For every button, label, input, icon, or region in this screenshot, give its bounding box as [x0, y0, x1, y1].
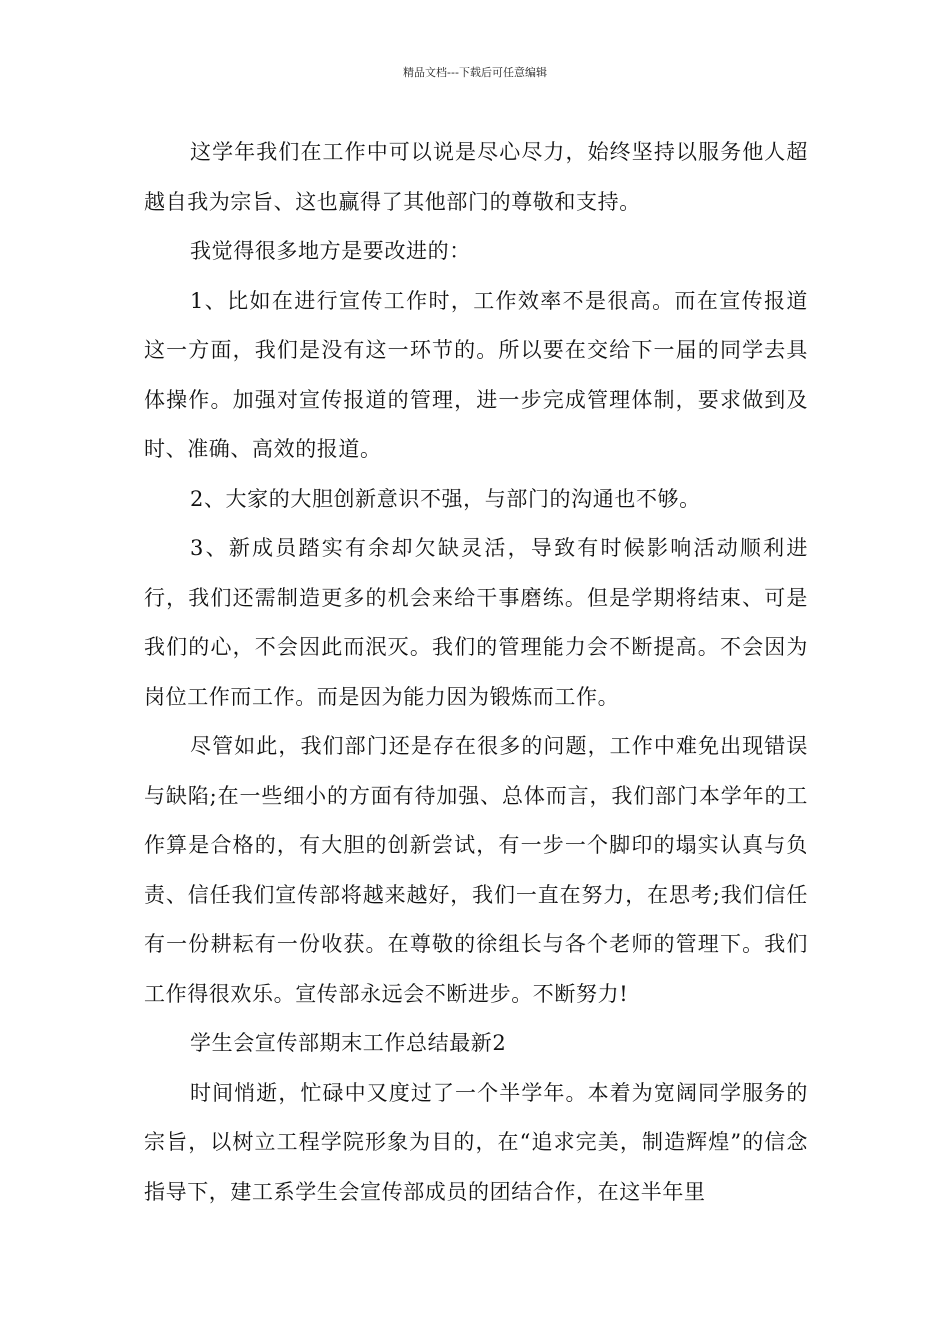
paragraph-7: 时间悄逝，忙碌中又度过了一个半学年。本着为宽阔同学服务的宗旨，以树立工程学院形象为目的，在“追求完美，制造辉煌”的信念指导下，建工系学生会宣传部成员的团结合作，在这半年里: [144, 1080, 808, 1204]
document-body: [144, 128, 808, 1217]
paragraph-5: 3、新成员踏实有余却欠缺灵活，导致有时候影响活动顺利进行，我们还需制造更多的机会来给干事磨练。但是学期将结束、可是我们的心，不会因此而泯灭。我们的管理能力会不断提高。不会因为岗位工作而工作。而是因为能力因为锻炼而工作。: [144, 536, 808, 709]
paragraph-2: 我觉得很多地方是要改进的：: [190, 239, 471, 263]
paragraph-4: 2、大家的大胆创新意识不强，与部门的沟通也不够。: [190, 486, 701, 511]
page-header: 精品文档---下载后可任意编辑: [403, 66, 547, 79]
section-heading: 学生会宣传部期末工作总结最新2: [190, 1031, 507, 1055]
paragraph-1: 这学年我们在工作中可以说是尽心尽力，始终坚持以服务他人超越自我为宗旨、这也赢得了其他部门的尊敬和支持。: [144, 140, 808, 214]
paragraph-6: 尽管如此，我们部门还是存在很多的问题，工作中难免出现错误与缺陷;在一些细小的方面有待加强、总体而言，我们部门本学年的工作算是合格的，有大胆的创新尝试，有一步一个脚印的塌实认真与负责、信任我们宣传部将越来越好，我们一直在努力，在思考;我们信任有一份耕耘有一份收获。在尊敬的徐组长与各个老师的管理下。我们工作得很欢乐。宣传部永远会不断进步。不断努力!: [144, 734, 808, 1006]
paragraph-3: 1、比如在进行宣传工作时，工作效率不是很高。而在宣传报道这一方面，我们是没有这一环节的。所以要在交给下一届的同学去具体操作。加强对宣传报道的管理，进一步完成管理体制，要求做到及时、准确、高效的报道。: [144, 288, 808, 461]
